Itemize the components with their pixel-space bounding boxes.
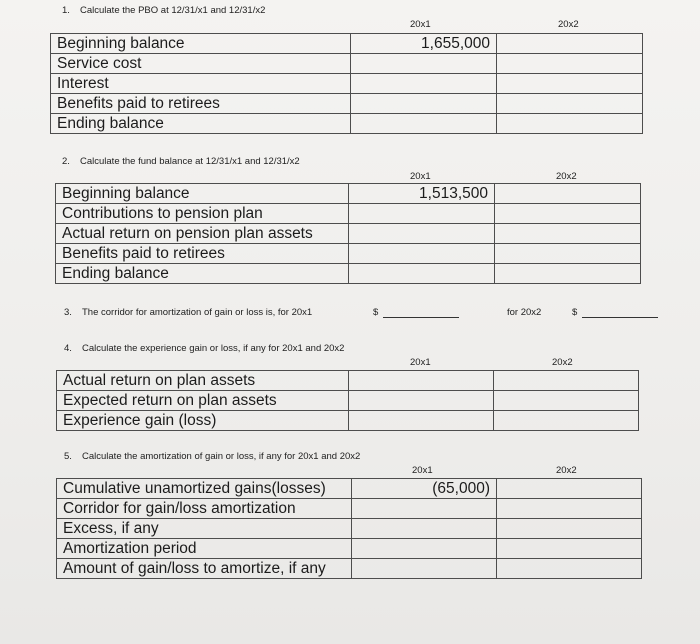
cell-20x1[interactable] xyxy=(351,114,497,134)
section3-dollar-20x2: $ xyxy=(572,307,578,318)
section4-number: 4. xyxy=(64,343,72,354)
section4-col1-header: 20x1 xyxy=(410,357,431,368)
section3-for-20x2: for 20x2 xyxy=(507,307,542,318)
section1-number: 1. xyxy=(62,5,70,16)
cell-20x2[interactable] xyxy=(497,539,642,559)
row-label: Beginning balance xyxy=(51,34,351,54)
table-row xyxy=(56,264,641,284)
table-row xyxy=(51,94,643,114)
section2-table-body xyxy=(56,184,641,284)
cell-20x2[interactable] xyxy=(495,244,641,264)
cell-20x1[interactable] xyxy=(349,204,495,224)
row-label: Amortization period xyxy=(57,539,352,559)
row-label: Excess, if any xyxy=(57,519,352,539)
section2-heading xyxy=(62,156,300,167)
table-row xyxy=(57,391,639,411)
cell-20x2[interactable] xyxy=(497,499,642,519)
cell-20x1[interactable] xyxy=(349,371,494,391)
section5-col1-header: 20x1 xyxy=(412,465,433,476)
section3-dollar-20x1: $ xyxy=(373,307,379,318)
cell-20x2[interactable] xyxy=(494,411,639,431)
section3-sentence: The corridor for amortization of gain or loss is, for 20x1 xyxy=(82,307,313,318)
table-row xyxy=(56,204,641,224)
table-row xyxy=(51,34,643,54)
cell-20x1[interactable] xyxy=(352,499,497,519)
cell-20x2[interactable] xyxy=(495,264,641,284)
row-label: Ending balance xyxy=(51,114,351,134)
section2-col1-header: 20x1 xyxy=(410,171,431,182)
table-row xyxy=(51,74,643,94)
table-row xyxy=(51,54,643,74)
table-row xyxy=(51,114,643,134)
section1-table xyxy=(50,33,643,134)
section2-col2-header: 20x2 xyxy=(556,171,577,182)
row-label: Expected return on plan assets xyxy=(57,391,349,411)
table-row xyxy=(57,479,642,499)
section1-col1-header: 20x1 xyxy=(410,19,431,30)
row-label: Interest xyxy=(51,74,351,94)
cell-20x2[interactable] xyxy=(497,54,643,74)
section2-number: 2. xyxy=(62,156,70,167)
section1-col2-header: 20x2 xyxy=(558,19,579,30)
row-label: Corridor for gain/loss amortization xyxy=(57,499,352,519)
table-row xyxy=(57,519,642,539)
cell-20x1[interactable]: 1,513,500 xyxy=(349,184,495,204)
cell-20x2[interactable] xyxy=(497,34,643,54)
cell-20x2[interactable] xyxy=(497,519,642,539)
section3-blank-20x2[interactable] xyxy=(582,316,658,318)
section4-heading xyxy=(64,343,344,354)
row-label: Amount of gain/loss to amortize, if any xyxy=(57,559,352,579)
cell-20x1[interactable] xyxy=(349,224,495,244)
section3-blank-20x1[interactable] xyxy=(383,316,459,318)
table-row xyxy=(57,499,642,519)
cell-20x1[interactable] xyxy=(349,244,495,264)
cell-20x2[interactable] xyxy=(497,94,643,114)
section2-table xyxy=(55,183,641,284)
cell-20x2[interactable] xyxy=(494,371,639,391)
cell-20x2[interactable] xyxy=(497,479,642,499)
table-row xyxy=(56,184,641,204)
table-row xyxy=(56,224,641,244)
section5-title: Calculate the amortization of gain or loss, if any for 20x1 and 20x2 xyxy=(82,451,361,462)
section4-table-body xyxy=(57,371,639,431)
cell-20x2[interactable] xyxy=(495,224,641,244)
cell-20x1[interactable]: (65,000) xyxy=(352,479,497,499)
section5-number: 5. xyxy=(64,451,72,462)
section2-title: Calculate the fund balance at 12/31/x1 and 12/31/x2 xyxy=(80,156,300,167)
section5-col2-header: 20x2 xyxy=(556,465,577,476)
section5-table-body xyxy=(57,479,642,579)
row-label: Ending balance xyxy=(56,264,349,284)
row-label: Service cost xyxy=(51,54,351,74)
cell-20x2[interactable] xyxy=(494,391,639,411)
section1-title: Calculate the PBO at 12/31/x1 and 12/31/x2 xyxy=(80,5,266,16)
cell-20x1[interactable] xyxy=(352,519,497,539)
cell-20x1[interactable] xyxy=(351,74,497,94)
table-row xyxy=(56,244,641,264)
cell-20x1[interactable] xyxy=(352,539,497,559)
cell-20x1[interactable] xyxy=(351,94,497,114)
cell-20x1[interactable] xyxy=(349,264,495,284)
cell-20x1[interactable] xyxy=(349,411,494,431)
row-label: Benefits paid to retirees xyxy=(56,244,349,264)
table-row xyxy=(57,411,639,431)
table-row xyxy=(57,559,642,579)
row-label: Benefits paid to retirees xyxy=(51,94,351,114)
section1-table-body xyxy=(51,34,643,134)
section5-table xyxy=(56,478,642,579)
cell-20x1[interactable] xyxy=(351,54,497,74)
table-row xyxy=(57,371,639,391)
cell-20x2[interactable] xyxy=(495,204,641,224)
section3-number: 3. xyxy=(64,307,72,318)
section3-text xyxy=(64,307,312,318)
cell-20x1[interactable] xyxy=(349,391,494,411)
cell-20x2[interactable] xyxy=(495,184,641,204)
cell-20x2[interactable] xyxy=(497,74,643,94)
section4-title: Calculate the experience gain or loss, if any for 20x1 and 20x2 xyxy=(82,343,345,354)
table-row xyxy=(57,539,642,559)
row-label: Contributions to pension plan xyxy=(56,204,349,224)
cell-20x2[interactable] xyxy=(497,559,642,579)
cell-20x1[interactable]: 1,655,000 xyxy=(351,34,497,54)
row-label: Cumulative unamortized gains(losses) xyxy=(57,479,352,499)
section4-col2-header: 20x2 xyxy=(552,357,573,368)
row-label: Actual return on pension plan assets xyxy=(56,224,349,244)
section4-table xyxy=(56,370,639,431)
row-label: Beginning balance xyxy=(56,184,349,204)
row-label: Actual return on plan assets xyxy=(57,371,349,391)
cell-20x1[interactable] xyxy=(352,559,497,579)
cell-20x2[interactable] xyxy=(497,114,643,134)
row-label: Experience gain (loss) xyxy=(57,411,349,431)
section1-heading xyxy=(62,5,265,16)
section5-heading xyxy=(64,451,360,462)
